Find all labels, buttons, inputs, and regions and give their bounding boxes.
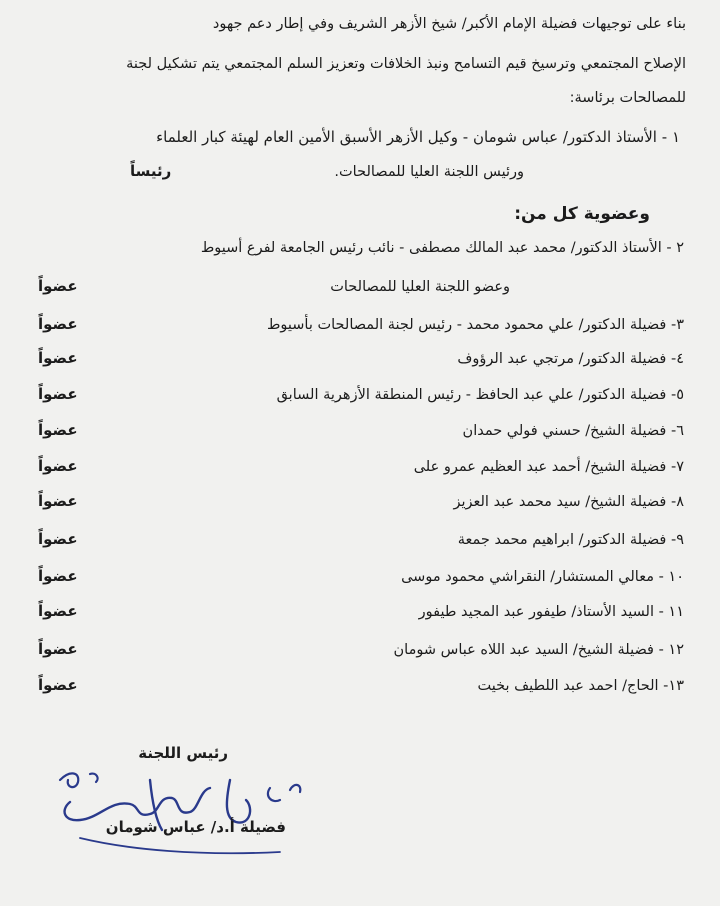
member-text: ٦- فضيلة الشيخ/ حسني فولي حمدان <box>462 423 684 439</box>
member-row <box>20 421 684 439</box>
member-text: ٧- فضيلة الشيخ/ أحمد عبد العظيم عمرو على <box>413 459 684 475</box>
member-row <box>20 385 684 403</box>
member-role: عضواً <box>38 530 78 548</box>
member-text: ١٣- الحاج/ احمد عبد اللطيف بخيت <box>477 678 684 694</box>
member-row <box>20 457 684 475</box>
member-role: عضواً <box>38 277 78 295</box>
member-row <box>20 640 684 658</box>
member-role: عضواً <box>38 315 78 333</box>
member-row <box>20 530 684 548</box>
signature-title: رئيس اللجنة <box>138 744 228 762</box>
member-row <box>20 676 684 694</box>
member-text: ٤- فضيلة الدكتور/ مرتجي عبد الرؤوف <box>457 351 684 367</box>
member-row <box>20 602 684 620</box>
member-role: عضواً <box>38 602 78 620</box>
member-row <box>20 277 510 295</box>
member-row <box>20 349 684 367</box>
intro-line-1: بناء على توجيهات فضيلة الإمام الأكبر/ شيخ الأزهر الشريف وفي إطار دعم جهود <box>212 16 686 32</box>
member-text: ٢ - الأستاذ الدكتور/ محمد عبد المالك مصطفى - نائب رئيس الجامعة لفرع أسيوط <box>200 240 684 256</box>
member-row <box>20 567 684 585</box>
member-role: عضواً <box>38 567 78 585</box>
member-text: ٣- فضيلة الدكتور/ علي محمود محمد - رئيس لجنة المصالحات بأسيوط <box>266 317 684 333</box>
member-role: عضواً <box>38 492 78 510</box>
member-role: عضواً <box>38 457 78 475</box>
member-role: عضواً <box>38 640 78 658</box>
members-heading: وعضوية كل من: <box>514 204 650 224</box>
member-role: عضواً <box>38 676 78 694</box>
chair-title-text: ورئيس اللجنة العليا للمصالحات. <box>334 164 524 180</box>
member-text: ١٠ - معالي المستشار/ النقراشي محمود موسى <box>401 569 684 585</box>
handwritten-signature <box>40 760 320 870</box>
signatory-name: فضيلة أ.د/ عباس شومان <box>105 818 286 836</box>
member-text: ٩- فضيلة الدكتور/ ابراهيم محمد جمعة <box>457 532 684 548</box>
member-text: ٨- فضيلة الشيخ/ سيد محمد عبد العزيز <box>453 494 684 510</box>
member-row <box>20 492 684 510</box>
chair-role: رئيساً <box>130 162 172 180</box>
intro-line-3: للمصالحات برئاسة: <box>569 90 686 106</box>
member-row <box>20 315 684 333</box>
chair-line-2 <box>20 162 524 180</box>
member-text: ١٢ - فضيلة الشيخ/ السيد عبد اللاه عباس شومان <box>393 642 684 658</box>
member-role: عضواً <box>38 385 78 403</box>
member-text: ٥- فضيلة الدكتور/ علي عبد الحافظ - رئيس المنطقة الأزهرية السابق <box>276 387 684 403</box>
member-text: ١١ - السيد الأستاذ/ طيفور عبد المجيد طيفور <box>418 604 684 620</box>
member-row <box>20 240 684 256</box>
member-text: وعضو اللجنة العليا للمصالحات <box>330 279 510 295</box>
member-role: عضواً <box>38 349 78 367</box>
chair-line-1: ١ - الأستاذ الدكتور/ عباس شومان - وكيل الأزهر الأسبق الأمين العام لهيئة كبار العلماء <box>156 128 680 146</box>
intro-line-2: الإصلاح المجتمعي وترسيخ قيم التسامح ونبذ الخلافات وتعزيز السلم المجتمعي يتم تشكيل لجنة <box>126 56 686 72</box>
member-role: عضواً <box>38 421 78 439</box>
